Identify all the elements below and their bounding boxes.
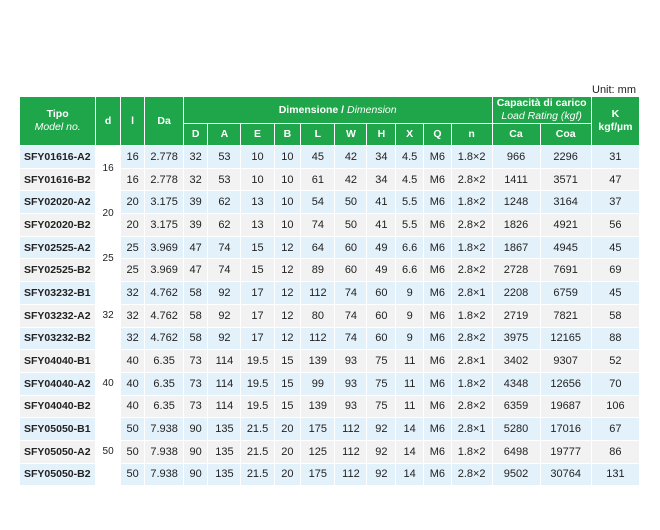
value-cell: M6 (424, 440, 452, 463)
value-cell: M6 (424, 236, 452, 259)
value-cell: 5.5 (396, 191, 424, 214)
value-cell: 135 (208, 440, 241, 463)
value-cell: 53 (208, 146, 241, 169)
value-cell: 966 (492, 146, 540, 169)
value-cell: 13 (241, 191, 274, 214)
value-cell: 50 (335, 214, 367, 237)
value-cell: 69 (591, 259, 639, 282)
header-row-main (20, 97, 640, 124)
value-cell: 15 (241, 259, 274, 282)
value-cell: 12656 (540, 372, 591, 395)
model-cell: SFY05050-B2 (20, 463, 96, 486)
value-cell: 3571 (540, 168, 591, 191)
value-cell: 9307 (540, 350, 591, 373)
value-cell: 20 (120, 214, 145, 237)
header-sub-w: W (335, 124, 367, 146)
header-sub-l: L (301, 124, 335, 146)
model-cell: SFY04040-A2 (20, 372, 96, 395)
model-cell: SFY02525-B2 (20, 259, 96, 282)
value-cell: 112 (301, 327, 335, 350)
value-cell: 1826 (492, 214, 540, 237)
value-cell: 92 (367, 463, 396, 486)
value-cell: 58 (183, 327, 208, 350)
value-cell: 32 (120, 304, 145, 327)
table-row (20, 236, 640, 259)
value-cell: 2719 (492, 304, 540, 327)
value-cell: 9 (396, 304, 424, 327)
value-cell: 60 (335, 259, 367, 282)
value-cell: 1.8×2 (451, 236, 492, 259)
value-cell: 90 (183, 440, 208, 463)
value-cell: 4921 (540, 214, 591, 237)
group-d-cell: 25 (96, 236, 121, 281)
value-cell: 86 (591, 440, 639, 463)
value-cell: 112 (335, 440, 367, 463)
value-cell: 74 (335, 282, 367, 305)
value-cell: 50 (120, 418, 145, 441)
value-cell: 6.35 (145, 372, 183, 395)
value-cell: 17 (241, 282, 274, 305)
value-cell: 114 (208, 395, 241, 418)
value-cell: 2.8×1 (451, 350, 492, 373)
value-cell: 62 (208, 191, 241, 214)
value-cell: 60 (367, 282, 396, 305)
table-body (20, 146, 640, 486)
model-cell: SFY01616-B2 (20, 168, 96, 191)
value-cell: 15 (274, 372, 301, 395)
value-cell: 56 (591, 214, 639, 237)
value-cell: 90 (183, 463, 208, 486)
value-cell: 6498 (492, 440, 540, 463)
group-d-cell: 20 (96, 191, 121, 236)
value-cell: 3.969 (145, 259, 183, 282)
value-cell: 10 (274, 146, 301, 169)
value-cell: 6.35 (145, 395, 183, 418)
value-cell: 15 (274, 350, 301, 373)
value-cell: 73 (183, 350, 208, 373)
value-cell: 74 (208, 259, 241, 282)
value-cell: 34 (367, 168, 396, 191)
value-cell: 50 (120, 440, 145, 463)
value-cell: 2.8×2 (451, 463, 492, 486)
value-cell: 20 (274, 463, 301, 486)
value-cell: 2.8×1 (451, 418, 492, 441)
value-cell: 1411 (492, 168, 540, 191)
value-cell: 4945 (540, 236, 591, 259)
value-cell: 32 (183, 146, 208, 169)
value-cell: M6 (424, 327, 452, 350)
value-cell: 75 (367, 350, 396, 373)
value-cell: 4.5 (396, 168, 424, 191)
value-cell: 53 (208, 168, 241, 191)
table-row (20, 146, 640, 169)
value-cell: M6 (424, 214, 452, 237)
value-cell: 49 (367, 236, 396, 259)
value-cell: 32 (183, 168, 208, 191)
value-cell: 12165 (540, 327, 591, 350)
value-cell: 7821 (540, 304, 591, 327)
header-k-label: K (611, 108, 620, 120)
value-cell: 7.938 (145, 440, 183, 463)
value-cell: 1248 (492, 191, 540, 214)
value-cell: M6 (424, 259, 452, 282)
value-cell: 25 (120, 259, 145, 282)
header-dimensione: Dimensione (278, 103, 339, 116)
value-cell: 75 (367, 372, 396, 395)
value-cell: 42 (335, 146, 367, 169)
value-cell: 6759 (540, 282, 591, 305)
value-cell: 49 (367, 259, 396, 282)
model-cell: SFY03232-A2 (20, 304, 96, 327)
value-cell: 112 (335, 463, 367, 486)
value-cell: 2296 (540, 146, 591, 169)
value-cell: 47 (591, 168, 639, 191)
value-cell: 19.5 (241, 372, 274, 395)
value-cell: 47 (183, 236, 208, 259)
value-cell: 2.778 (145, 168, 183, 191)
value-cell: 139 (301, 395, 335, 418)
header-sub-ca: Ca (492, 124, 540, 146)
header-sub-e: E (241, 124, 274, 146)
value-cell: 31 (591, 146, 639, 169)
value-cell: 17 (241, 304, 274, 327)
value-cell: 54 (301, 191, 335, 214)
header-model-no: Model no. (34, 121, 81, 133)
value-cell: M6 (424, 282, 452, 305)
value-cell: 4.762 (145, 282, 183, 305)
value-cell: 21.5 (241, 463, 274, 486)
header-sub-n: n (451, 124, 492, 146)
value-cell: 60 (367, 304, 396, 327)
value-cell: 50 (120, 463, 145, 486)
value-cell: 112 (301, 282, 335, 305)
value-cell: 30764 (540, 463, 591, 486)
value-cell: 21.5 (241, 418, 274, 441)
value-cell: 39 (183, 214, 208, 237)
value-cell: 34 (367, 146, 396, 169)
value-cell: 135 (208, 418, 241, 441)
value-cell: 14 (396, 418, 424, 441)
value-cell: 40 (120, 372, 145, 395)
table-row (20, 191, 640, 214)
group-d-cell: 40 (96, 350, 121, 418)
header-k (591, 97, 639, 146)
value-cell: 42 (335, 168, 367, 191)
value-cell: 93 (335, 372, 367, 395)
value-cell: 74 (335, 304, 367, 327)
header-load-rating (492, 97, 591, 124)
value-cell: 2.8×2 (451, 259, 492, 282)
group-d-cell: 50 (96, 418, 121, 486)
value-cell: 11 (396, 372, 424, 395)
value-cell: 6.35 (145, 350, 183, 373)
value-cell: 2.8×2 (451, 395, 492, 418)
header-model (20, 97, 96, 146)
value-cell: 80 (301, 304, 335, 327)
value-cell: 40 (120, 350, 145, 373)
header-sub-coa: Coa (540, 124, 591, 146)
value-cell: M6 (424, 418, 452, 441)
value-cell: 60 (335, 236, 367, 259)
value-cell: 19.5 (241, 350, 274, 373)
value-cell: 92 (208, 282, 241, 305)
value-cell: 41 (367, 214, 396, 237)
value-cell: 58 (183, 304, 208, 327)
header-capacita: Capacità di carico (496, 97, 587, 109)
value-cell: 17016 (540, 418, 591, 441)
header-sub-d: D (183, 124, 208, 146)
value-cell: 3164 (540, 191, 591, 214)
value-cell: 74 (301, 214, 335, 237)
value-cell: 89 (301, 259, 335, 282)
value-cell: 2.778 (145, 146, 183, 169)
value-cell: 20 (120, 191, 145, 214)
value-cell: 114 (208, 372, 241, 395)
value-cell: 47 (183, 259, 208, 282)
value-cell: 21.5 (241, 440, 274, 463)
value-cell: 175 (301, 463, 335, 486)
model-cell: SFY02525-A2 (20, 236, 96, 259)
value-cell: 10 (274, 191, 301, 214)
value-cell: 2728 (492, 259, 540, 282)
unit-label: Unit: mm (592, 84, 636, 96)
value-cell: 1.8×2 (451, 146, 492, 169)
value-cell: 6.6 (396, 259, 424, 282)
value-cell: 7691 (540, 259, 591, 282)
value-cell: 9502 (492, 463, 540, 486)
value-cell: 58 (183, 282, 208, 305)
value-cell: 11 (396, 395, 424, 418)
value-cell: 39 (183, 191, 208, 214)
value-cell: 90 (183, 418, 208, 441)
model-cell: SFY04040-B2 (20, 395, 96, 418)
value-cell: 45 (301, 146, 335, 169)
value-cell: 1867 (492, 236, 540, 259)
value-cell: 114 (208, 350, 241, 373)
value-cell: 52 (591, 350, 639, 373)
value-cell: 139 (301, 350, 335, 373)
value-cell: 32 (120, 282, 145, 305)
value-cell: 6359 (492, 395, 540, 418)
header-dimension: Dimensione / Dimension (183, 97, 492, 124)
header-load-rating-en: Load Rating (kgf) (501, 110, 582, 122)
value-cell: 40 (120, 395, 145, 418)
value-cell: 14 (396, 463, 424, 486)
value-cell: 2.8×2 (451, 168, 492, 191)
value-cell: 45 (591, 236, 639, 259)
model-cell: SFY04040-B1 (20, 350, 96, 373)
value-cell: 60 (367, 327, 396, 350)
value-cell: 4.762 (145, 327, 183, 350)
value-cell: 19687 (540, 395, 591, 418)
value-cell: 73 (183, 372, 208, 395)
value-cell: 3975 (492, 327, 540, 350)
value-cell: 6.6 (396, 236, 424, 259)
value-cell: M6 (424, 304, 452, 327)
header-da: Da (145, 97, 183, 146)
table-row (20, 350, 640, 373)
value-cell: 67 (591, 418, 639, 441)
value-cell: 10 (274, 168, 301, 191)
value-cell: 1.8×2 (451, 440, 492, 463)
group-d-cell: 16 (96, 146, 121, 191)
value-cell: 1.8×2 (451, 304, 492, 327)
value-cell: 88 (591, 327, 639, 350)
value-cell: 11 (396, 350, 424, 373)
value-cell: 175 (301, 418, 335, 441)
value-cell: 13 (241, 214, 274, 237)
value-cell: 10 (241, 168, 274, 191)
value-cell: 74 (335, 327, 367, 350)
value-cell: 20 (274, 418, 301, 441)
value-cell: 50 (335, 191, 367, 214)
model-cell: SFY02020-B2 (20, 214, 96, 237)
value-cell: 70 (591, 372, 639, 395)
header-sub-x: X (396, 124, 424, 146)
value-cell: 19.5 (241, 395, 274, 418)
model-cell: SFY01616-A2 (20, 146, 96, 169)
value-cell: 4.762 (145, 304, 183, 327)
value-cell: 14 (396, 440, 424, 463)
model-cell: SFY05050-B1 (20, 418, 96, 441)
value-cell: 10 (241, 146, 274, 169)
value-cell: 92 (208, 304, 241, 327)
value-cell: 9 (396, 327, 424, 350)
value-cell: 16 (120, 168, 145, 191)
value-cell: M6 (424, 191, 452, 214)
value-cell: 106 (591, 395, 639, 418)
group-d-cell: 32 (96, 282, 121, 350)
table-row (20, 282, 640, 305)
model-cell: SFY05050-A2 (20, 440, 96, 463)
value-cell: 61 (301, 168, 335, 191)
value-cell: 131 (591, 463, 639, 486)
value-cell: 37 (591, 191, 639, 214)
value-cell: 4348 (492, 372, 540, 395)
value-cell: 93 (335, 350, 367, 373)
value-cell: 1.8×2 (451, 191, 492, 214)
value-cell: 3.175 (145, 214, 183, 237)
header-l: l (120, 97, 145, 146)
value-cell: 99 (301, 372, 335, 395)
table-row (20, 418, 640, 441)
value-cell: 2.8×1 (451, 282, 492, 305)
value-cell: 7.938 (145, 463, 183, 486)
value-cell: 92 (367, 418, 396, 441)
value-cell: 62 (208, 214, 241, 237)
header-k-unit: kgf/µm (598, 121, 633, 133)
header-tipo: Tipo (46, 108, 69, 120)
value-cell: 1.8×2 (451, 372, 492, 395)
value-cell: 32 (120, 327, 145, 350)
value-cell: M6 (424, 395, 452, 418)
value-cell: 9 (396, 282, 424, 305)
value-cell: 92 (208, 327, 241, 350)
value-cell: 112 (335, 418, 367, 441)
value-cell: 73 (183, 395, 208, 418)
header-sub-a: A (208, 124, 241, 146)
value-cell: 25 (120, 236, 145, 259)
value-cell: 45 (591, 282, 639, 305)
value-cell: M6 (424, 350, 452, 373)
value-cell: 12 (274, 304, 301, 327)
value-cell: 2.8×2 (451, 327, 492, 350)
value-cell: M6 (424, 372, 452, 395)
model-cell: SFY02020-A2 (20, 191, 96, 214)
value-cell: 125 (301, 440, 335, 463)
header-dimension-en: Dimension (347, 103, 397, 116)
value-cell: 3.969 (145, 236, 183, 259)
value-cell: 74 (208, 236, 241, 259)
value-cell: 15 (241, 236, 274, 259)
value-cell: 2.8×2 (451, 214, 492, 237)
value-cell: 93 (335, 395, 367, 418)
value-cell: 12 (274, 327, 301, 350)
header-sub-q: Q (424, 124, 452, 146)
value-cell: 16 (120, 146, 145, 169)
value-cell: 41 (367, 191, 396, 214)
value-cell: 5280 (492, 418, 540, 441)
value-cell: 4.5 (396, 146, 424, 169)
model-cell: SFY03232-B2 (20, 327, 96, 350)
value-cell: M6 (424, 146, 452, 169)
value-cell: 75 (367, 395, 396, 418)
value-cell: 5.5 (396, 214, 424, 237)
value-cell: 3402 (492, 350, 540, 373)
header-d: d (96, 97, 121, 146)
value-cell: 2208 (492, 282, 540, 305)
value-cell: M6 (424, 463, 452, 486)
value-cell: 12 (274, 282, 301, 305)
value-cell: 20 (274, 440, 301, 463)
value-cell: 7.938 (145, 418, 183, 441)
value-cell: 15 (274, 395, 301, 418)
value-cell: 10 (274, 214, 301, 237)
value-cell: 12 (274, 236, 301, 259)
value-cell: 12 (274, 259, 301, 282)
value-cell: 92 (367, 440, 396, 463)
value-cell: 3.175 (145, 191, 183, 214)
value-cell: 19777 (540, 440, 591, 463)
header-sub-h: H (367, 124, 396, 146)
value-cell: M6 (424, 168, 452, 191)
specs-table (20, 97, 640, 486)
model-cell: SFY03232-B1 (20, 282, 96, 305)
value-cell: 64 (301, 236, 335, 259)
value-cell: 17 (241, 327, 274, 350)
value-cell: 135 (208, 463, 241, 486)
value-cell: 58 (591, 304, 639, 327)
header-sub-b: B (274, 124, 301, 146)
